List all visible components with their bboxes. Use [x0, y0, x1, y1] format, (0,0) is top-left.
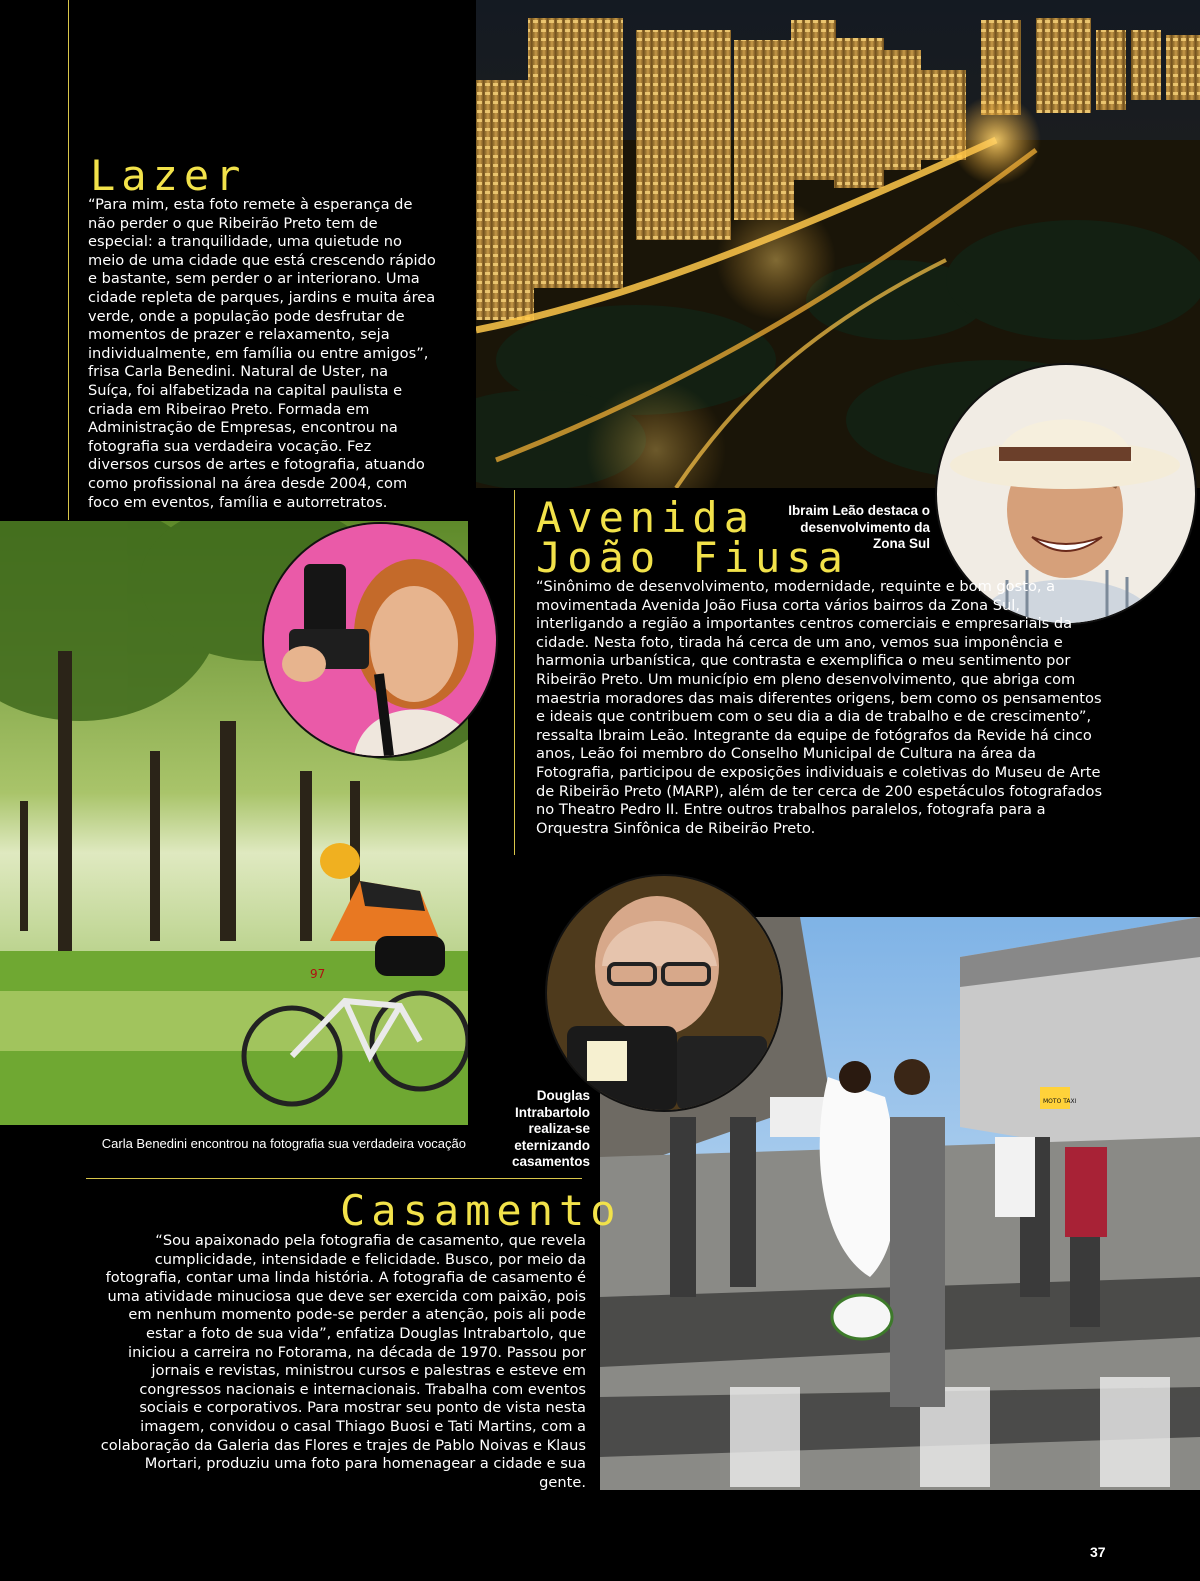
avenida-body-text: “Sinônimo de desenvolvimento, modernidade, requinte e bom gosto, a movimentada Avenida João Fiusa corta vários bairros da Zona Sul, interligando a região a importantes centros comerciais e empresariais da cidade. Nesta foto, tirada há cerca de um ano, vemos sua imponência e harmonia urbanística, que contrasta e exemplifica o meu sentimento por Ribeirão Preto. Um município em pleno desenvolvimento, que abriga com maestria moradores das mais diferentes origens, bem como os pensamentos e ideais que contribuem com o seu dia a dia de trabalho e de crescimento”, ressalta Ibraim Leão. Integrante da equipe de fotógrafos da Revide há cinco anos, Leão foi membro do Conselho Municipal de Cultura na área da Fotografia, participou de exposições individuais e coletivas do Museu de Arte de Ribeirão Preto (MARP), além de ter cerca de 200 espetáculos fotografados no Theatro Pedro II. Entre outros trabalhos paralelos, fotografa para a Orquestra Sinfônica de Ribeirão Preto.	[536, 578, 1103, 837]
lazer-heading: Lazer	[90, 151, 247, 200]
casamento-heading: Casamento	[340, 1186, 622, 1235]
casamento-body-text: “Sou apaixonado pela fotografia de casamento, que revela cumplicidade, intensidade e felicidade. Busco, por meio da fotografia, contar uma linda história. A fotografia de casamento é uma atividade minuciosa que deve ser exercida com paixão, pois em nenhum momento pode-se perder a atenção, pois ali pode estar a foto de sua vida”, enfatiza Douglas Intrabartolo, que iniciou a carreira no Fotorama, na década de 1970. Passou por jornais e revistas, ministrou cursos e palestras e esteve em congressos nacionais e internacionais. Trabalha com eventos sociais e corporativos. Para mostrar seu ponto de vista nesta imagem, convidou o casal Thiago Buosi e Tati Martins, com a colaboração da Galeria das Flores e trajes de Pablo Noivas e Klaus Mortari, produziu uma foto para homenagear a cidade e sua gente.	[100, 1232, 586, 1491]
carla-photo-caption: Carla Benedini encontrou na fotografia sua verdadeira vocação	[101, 1136, 466, 1151]
carla-benedini-portrait	[262, 522, 498, 758]
left-column-rule	[68, 0, 69, 520]
moto-taxi-sign: MOTO TAXI	[1043, 1098, 1077, 1105]
lazer-body-text: “Para mim, esta foto remete à esperança de não perder o que Ribeirão Preto tem de especial: a tranquilidade, uma quietude no meio de uma cidade que está crescendo rápido e bastante, sem perder o ar interiorano. Uma cidade repleta de parques, jardins e muita área verde, onde a população pode desfrutar de momentos de prazer e relaxamento, seja individualmente, em família ou entre amigos”, frisa Carla Benedini. Natural de Uster, na Suíça, foi alfabetizada na capital paulista e criada em Ribeirao Preto. Formada em Administração de Empresas, encontrou na fotografia sua verdadeira vocação. Fez diversos cursos de artes e fotografia, atuando como profissional na área desde 2004, com foco em eventos, família e autorretratos.	[88, 196, 436, 511]
page-number: 37	[1090, 1544, 1106, 1560]
ibraim-portrait-caption: Ibraim Leão destaca o desenvolvimento da Zona Sul	[788, 503, 930, 551]
douglas-intrabartolo-portrait	[545, 874, 783, 1112]
douglas-portrait-caption: Douglas Intrabartolo realiza-se eternizando casamentos	[511, 1088, 590, 1169]
avenida-heading-line2: João Fiusa	[536, 533, 849, 582]
casamento-divider	[86, 1178, 582, 1179]
avenida-column-rule	[514, 490, 515, 855]
avenida-heading-line1: Avenida	[536, 493, 756, 542]
bike-number-label: 97	[310, 967, 326, 981]
